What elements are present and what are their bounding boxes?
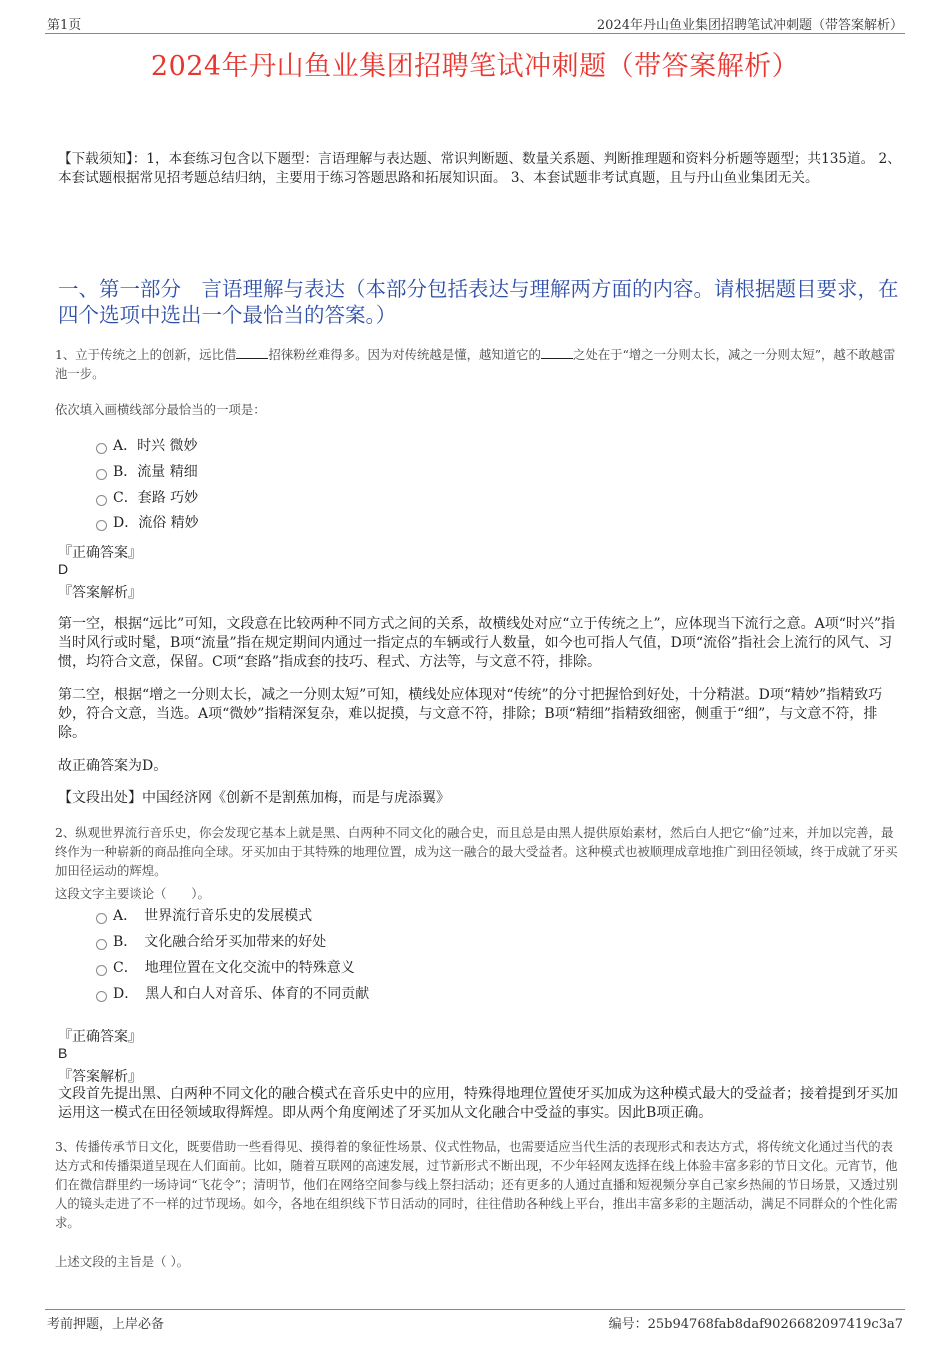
question-1-analysis-2: 第二空，根据“增之一分则太长，减之一分则太短”可知，横线处应体现对“传统”的分寸把握恰到好处，十分精湛。D项“精妙”指精致巧妙，符合文意，当选。A项“微妙”指精深复杂，难以捉摸，与文意不符，排除；B项“精细”指精致细密，侧重于“细”，与文意不符，排除。 <box>58 687 883 741</box>
fill-blank <box>236 346 268 359</box>
question-1-option-c[interactable]: C．套路 巧妙 <box>96 487 198 509</box>
radio-icon[interactable] <box>96 991 107 1002</box>
question-1-answer: D <box>58 561 69 577</box>
question-1-analysis-1: 第一空，根据“远比”可知，文段意在比较两种不同方式之间的关系，故横线处对应“立于传统之上”，应体现当下流行之意。A项“时兴”指当时风行或时髦，B项“流量”指在规定期间内通过一指定点的车辆或行人数量，如今也可指人气值，D项“流俗”指社会上流行的风气、习惯，均符合文意，保留。C项“套路”指成套的技巧、程式、方法等，与文意不符，排除。 <box>58 616 896 670</box>
question-1-option-a[interactable]: A．时兴 微妙 <box>96 435 198 457</box>
question-3-prompt: 上述文段的主旨是（ ）。 <box>55 1254 190 1269</box>
question-1-prompt: 依次填入画横线部分最恰当的一项是： <box>55 402 266 417</box>
header-divider <box>45 33 905 34</box>
question-1-stem: 1、立于传统之上的创新，远比借 招徕粉丝难得多。因为对传统越是懂，越知道它的 之处在于“增之一分则太长，减之一分则太短”，越不敢越雷池一步。 <box>55 347 896 381</box>
radio-icon[interactable] <box>96 469 107 480</box>
question-2-stem: 2、纵观世界流行音乐史，你会发现它基本上就是黑、白两种不同文化的融合史，而且总是由黑人提供原始素材，然后白人把它“偷”过来，并加以完善，最终作为一种崭新的商品推向全球。牙买加由于其特殊的地理位置，成为这一融合的最大受益者。这种模式也被顺理成章地推广到田径领域，终于成就了牙买加田径运动的辉煌。 <box>55 825 898 878</box>
page-number: 第1页 <box>47 18 82 33</box>
question-1-answer-label: 『正确答案』 <box>58 545 142 561</box>
radio-icon[interactable] <box>96 939 107 950</box>
question-2-analysis-label: 『答案解析』 <box>58 1069 142 1085</box>
page-title: 2024年丹山鱼业集团招聘笔试冲刺题（带答案解析） <box>150 51 800 82</box>
section-heading: 一、第一部分 言语理解与表达（本部分包括表达与理解两方面的内容。请根据题目要求，在四个选项中选出一个最恰当的答案。） <box>58 277 899 327</box>
header-doc-title: 2024年丹山鱼业集团招聘笔试冲刺题（带答案解析） <box>596 18 903 33</box>
radio-icon[interactable] <box>96 913 107 924</box>
question-2-option-c[interactable]: C． 地理位置在文化交流中的特殊意义 <box>96 957 355 979</box>
question-1-conclusion: 故正确答案为D。 <box>58 758 168 774</box>
footer-divider <box>45 1309 905 1310</box>
question-2-answer: B <box>58 1045 68 1061</box>
question-1-source: 【文段出处】中国经济网《创新不是割蕉加梅，而是与虎添翼》 <box>58 790 450 806</box>
question-2-analysis: 文段首先提出黑、白两种不同文化的融合模式在音乐史中的应用，特殊得地理位置使牙买加成为这种模式最大的受益者；接着提到牙买加运用这一模式在田径领域取得辉煌。即从两个角度阐述了牙买加从文化融合中受益的事实。因此B项正确。 <box>58 1086 898 1121</box>
radio-icon[interactable] <box>96 495 107 506</box>
question-2-option-d[interactable]: D． 黑人和白人对音乐、体育的不同贡献 <box>96 983 369 1005</box>
question-1-analysis-label: 『答案解析』 <box>58 585 142 601</box>
question-2-option-a[interactable]: A． 世界流行音乐史的发展模式 <box>96 905 312 927</box>
question-2-prompt: 这段文字主要谈论（ ）。 <box>55 886 210 901</box>
question-3-stem: 3、传播传承节日文化，既要借助一些看得见、摸得着的象征性场景、仪式性物品，也需要适应当代生活的表现形式和表达方式，将传统文化通过当代的表达方式和传播渠道呈现在人们面前。比如，随着互联网的高速发展，过节新形式不断出现，不少年轻网友选择在线上体验丰富多彩的节日文化。元宵节，他们在微信群里约一场诗词“飞花令”；清明节，他们在网络空间参与线上祭扫活动；还有更多的人通过直播和短视频分享自己家乡热闹的节日场景，又透过别人的镜头走进了不一样的过节现场。如今，各地在组织线下节日活动的同时，往往借助各种线上平台，推出丰富多彩的主题活动，满足不同群众的个性化需求。 <box>55 1139 898 1230</box>
footer-slogan: 考前押题，上岸必备 <box>47 1317 165 1332</box>
question-2-answer-label: 『正确答案』 <box>58 1029 142 1045</box>
question-1-option-d[interactable]: D．流俗 精妙 <box>96 512 199 534</box>
radio-icon[interactable] <box>96 965 107 976</box>
question-1-option-b[interactable]: B．流量 精细 <box>96 461 198 483</box>
question-2-option-b[interactable]: B． 文化融合给牙买加带来的好处 <box>96 931 326 953</box>
footer-serial: 编号：25b94768fab8daf9026682097419c3a7 <box>608 1317 903 1332</box>
download-notice: 【下载须知】：1，本套练习包含以下题型：言语理解与表达题、常识判断题、数量关系题、判断推理题和资料分析题等题型；共135道。 2、本套试题根据常见招考题总结归纳，主要用于练习答题思路和拓展知识面。 3、本套试题非考试真题，且与丹山鱼业集团无关。 <box>58 151 901 186</box>
radio-icon[interactable] <box>96 443 107 454</box>
radio-icon[interactable] <box>96 520 107 531</box>
fill-blank <box>541 346 573 359</box>
